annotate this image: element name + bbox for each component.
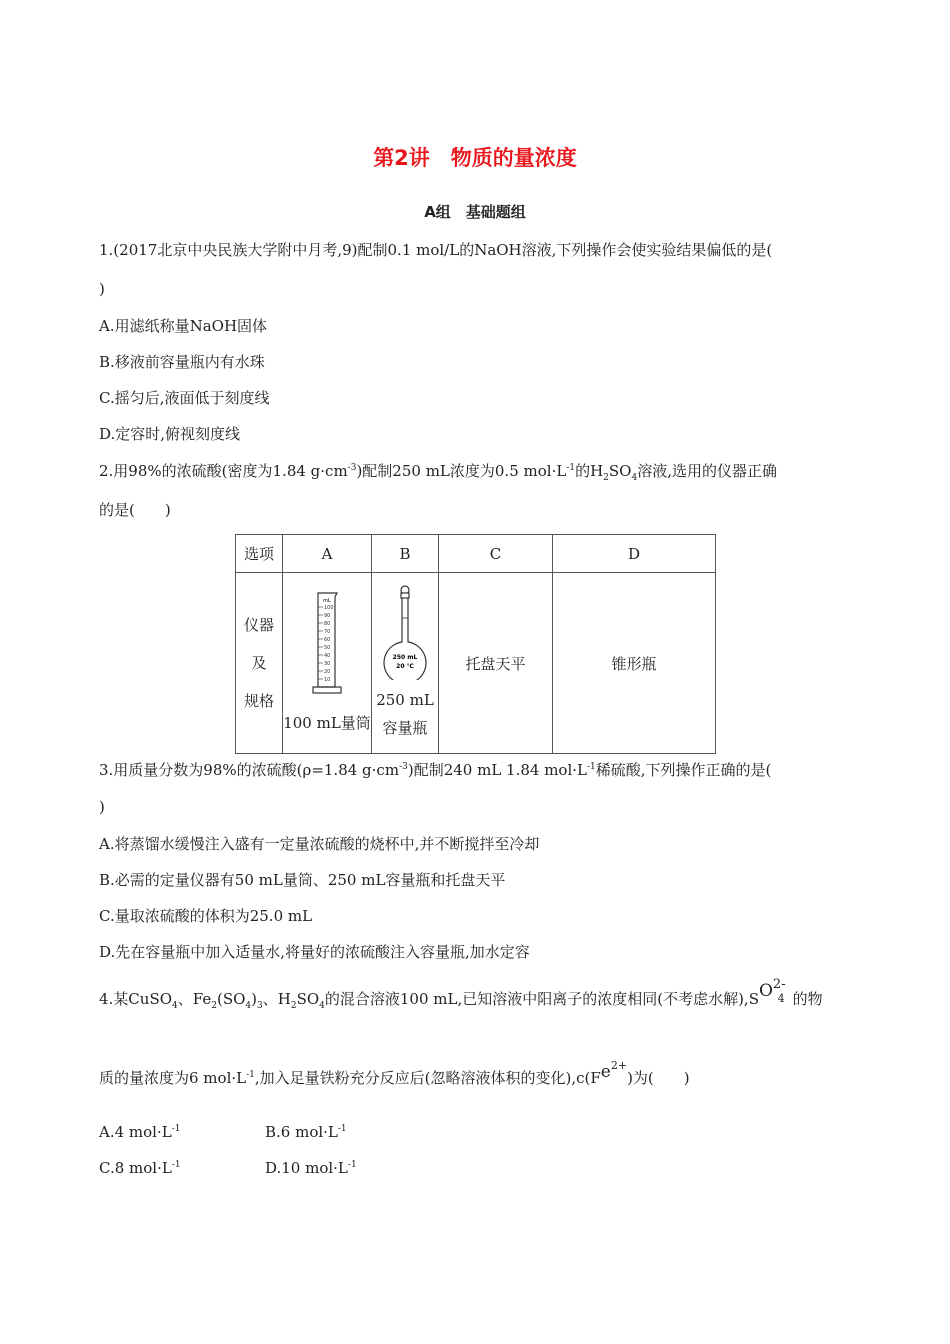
q3-option-c: C.量取浓硫酸的体积为25.0 mL <box>99 907 313 925</box>
q3-option-b: B.必需的定量仪器有50 mL量筒、250 mL容量瓶和托盘天平 <box>99 871 506 889</box>
svg-text:30: 30 <box>324 661 331 667</box>
q3-stem-end: ) <box>99 798 105 816</box>
cell-d: 锥形瓶 <box>553 573 716 754</box>
cylinder-scale <box>318 605 334 683</box>
q3-stem: 3.用质量分数为98%的浓硫酸(ρ=1.84 $g\cdot cm^{-3}$)配制240 mL 1.84 $mol\cdot L^{-1}$稀硫酸,下列操作正确的是( <box>99 761 772 779</box>
cylinder-caption: 100 mL量筒 <box>283 714 371 732</box>
q1-stem: 1.(2017北京中央民族大学附中月考,9)配制0.1 mol/L的NaOH溶液,下列操作会使实验结果偏低的是( <box>99 241 773 259</box>
svg-text:90: 90 <box>324 613 331 619</box>
cell-c: 托盘天平 <box>439 573 553 754</box>
header-option: 选项 <box>236 535 283 573</box>
svg-text:20: 20 <box>324 669 331 675</box>
table-row <box>236 573 716 754</box>
header-c: C <box>439 535 553 573</box>
svg-text:50: 50 <box>324 645 331 651</box>
page-title: 第2讲 物质的量浓度 <box>373 146 577 170</box>
q1-option-c: C.摇匀后,液面低于刻度线 <box>99 389 270 407</box>
cell-b <box>372 573 439 754</box>
svg-text:100: 100 <box>324 605 334 611</box>
svg-text:250 mL: 250 mL <box>392 654 418 661</box>
row-label: 仪器 及 规格 <box>236 573 283 754</box>
svg-text:20 ℃: 20 ℃ <box>396 663 414 670</box>
header-b: B <box>372 535 439 573</box>
q1-stem-end: ) <box>99 280 105 298</box>
q1-option-d: D.定容时,俯视刻度线 <box>99 425 241 443</box>
q4-option-c: C.8 $mol\cdot L^{-1}$ <box>99 1159 181 1177</box>
q4-stem: 4.某CuSO$_4$、$Fe_2(SO_4)_3$、$H_2SO_4$的混合溶液100 mL,已知溶液中阳离子的浓度相同(不考虑水解),SO2-4 的物 <box>99 977 823 1011</box>
volumetric-flask-icon <box>377 584 433 680</box>
q4-stem-line2: 质的量浓度为6 $mol\cdot L^{-1}$,加入足量铁粉充分反应后(忽略溶液体积的变化)$,c(Fe^{2+})$为( ) <box>99 1068 690 1090</box>
svg-text:80: 80 <box>324 621 331 627</box>
svg-text:60: 60 <box>324 637 331 643</box>
sulfate-ion: O2-4 <box>758 977 786 1005</box>
graduated-cylinder-icon <box>307 589 347 701</box>
iron-ion: $e^{2+}$ <box>600 1059 628 1082</box>
header-d: D <box>553 535 716 573</box>
q2-stem-end: 的是( ) <box>99 501 171 519</box>
table-header-row <box>236 535 716 573</box>
svg-text:40: 40 <box>324 653 331 659</box>
cell-a <box>283 573 372 754</box>
header-a: A <box>283 535 372 573</box>
svg-text:70: 70 <box>324 629 331 635</box>
group-heading: A组 基础题组 <box>424 203 526 221</box>
q2-stem: 2.用98%的浓硫酸(密度为1.84 $g\cdot cm^{-3}$)配制250 mL浓度为0.5 $mol\cdot L^{-1}$的$H_2SO_4$溶液,选用的仪器正确 <box>99 462 777 483</box>
flask-caption-2: 容量瓶 <box>382 719 428 737</box>
cylinder-unit: mL <box>323 598 331 604</box>
svg-text:10: 10 <box>324 677 331 683</box>
q2-options-table <box>235 534 716 754</box>
q3-option-a: A.将蒸馏水缓慢注入盛有一定量浓硫酸的烧杯中,并不断搅拌至冷却 <box>99 835 540 853</box>
flask-caption-1: 250 mL <box>376 691 434 709</box>
q4-option-a: A.4 $mol\cdot L^{-1}$ <box>99 1123 181 1141</box>
q1-option-b: B.移液前容量瓶内有水珠 <box>99 353 265 371</box>
q4-option-b: B.6 $mol\cdot L^{-1}$ <box>265 1123 347 1141</box>
q1-option-a: A.用滤纸称量NaOH固体 <box>99 317 268 335</box>
q4-option-d: D.10 $mol\cdot L^{-1}$ <box>265 1159 357 1177</box>
q3-option-d: D.先在容量瓶中加入适量水,将量好的浓硫酸注入容量瓶,加水定容 <box>99 943 530 961</box>
